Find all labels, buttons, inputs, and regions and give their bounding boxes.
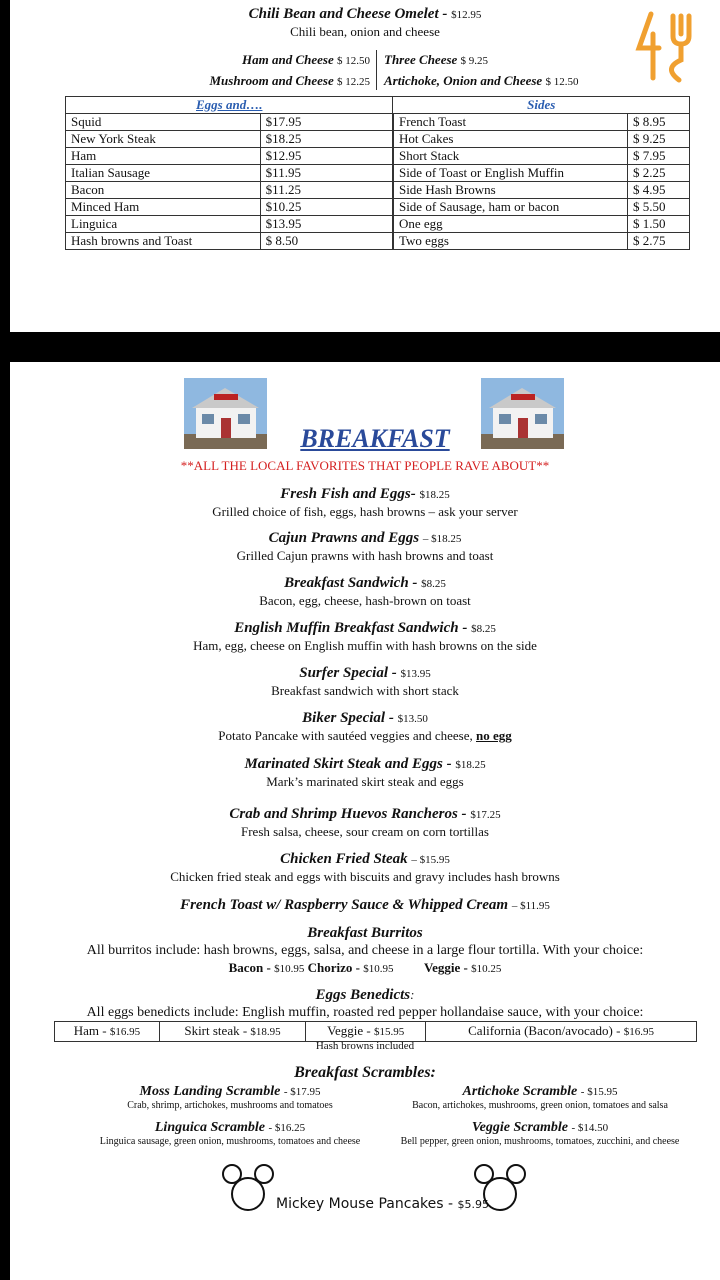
side-item-price: $ 9.25 — [628, 131, 690, 148]
side-item-name: Short Stack — [393, 148, 628, 165]
benedict-option-price: $18.95 — [250, 1026, 281, 1038]
scramble-name: Moss Landing Scramble — [139, 1084, 281, 1099]
menu-item-title — [0, 620, 720, 637]
menu-item-name: Marinated Skirt Steak and Eggs - — [244, 756, 452, 772]
burrito-option-price: $10.95 — [274, 963, 305, 975]
menu-item-price: $8.25 — [421, 578, 446, 590]
side-item-name: Two eggs — [393, 233, 628, 250]
burrito-option-price: $10.95 — [363, 963, 394, 975]
eggs-item-name: Italian Sausage — [66, 165, 261, 182]
omelet-artichoke-onion-cheese — [384, 73, 578, 89]
menu-item-desc: Grilled Cajun prawns with hash browns and toast — [236, 548, 494, 563]
menu-item-title — [0, 665, 720, 682]
menu-item-desc: Fresh salsa, cheese, sour cream on corn tortillas — [240, 824, 489, 839]
omelet-option-price: $ 12.50 — [545, 76, 579, 88]
benedicts-note: Hash browns included — [315, 1040, 415, 1052]
eggs-item-price: $11.25 — [260, 182, 393, 199]
mickey-mouse-icon — [222, 1162, 274, 1214]
side-item-price: $ 1.50 — [628, 216, 690, 233]
omelet-price: $12.95 — [451, 9, 482, 21]
benedict-option — [306, 1022, 426, 1042]
menu-item-title — [0, 530, 720, 547]
menu-item-name: Crab and Shrimp Huevos Rancheros - — [229, 806, 467, 822]
scramble-price: - $14.50 — [571, 1122, 609, 1134]
benedict-option — [55, 1022, 160, 1042]
menu-item-title — [0, 575, 720, 592]
eggs-item-name: Minced Ham — [66, 199, 261, 216]
breakfast-tagline: **ALL THE LOCAL FAVORITES THAT PEOPLE RAVE ABOUT** — [180, 458, 550, 473]
menu-item-price: – $15.95 — [411, 854, 450, 866]
omelet-option-price: $ 12.50 — [337, 55, 370, 67]
omelet-item-title — [0, 6, 720, 23]
benedict-option-name: California (Bacon/avocado) - — [468, 1023, 621, 1038]
menu-item-price: – $11.95 — [511, 900, 550, 912]
side-item-price: $ 7.95 — [628, 148, 690, 165]
breakfast-title: BREAKFAST — [300, 424, 450, 453]
table-row — [66, 199, 690, 216]
menu-item-name: French Toast w/ Raspberry Sauce & Whipped Cream — [180, 897, 509, 913]
omelet-option-name: Ham and Cheese — [242, 52, 334, 67]
side-item-name: Side of Sausage, ham or bacon — [393, 199, 628, 216]
menu-item-desc: Potato Pancake with sautéed veggies and cheese, — [218, 728, 473, 743]
menu-item-title — [0, 897, 720, 914]
mickey-pancakes-name: Mickey Mouse Pancakes - — [276, 1196, 454, 1212]
mickey-pancakes-price: $5.95 — [457, 1198, 490, 1211]
burritos-title: Breakfast Burritos — [307, 925, 423, 941]
menu-item-price: $18.25 — [455, 759, 486, 771]
menu-item-name: Biker Special - — [302, 710, 394, 726]
eggs-item-price: $18.25 — [260, 131, 393, 148]
benedict-option-name: Skirt steak - — [184, 1023, 248, 1038]
side-item-price: $ 8.95 — [628, 114, 690, 131]
benedict-option — [426, 1022, 697, 1042]
benedicts-desc: All eggs benedicts include: English muffin, roasted red pepper hollandaise sauce, with your choice: — [86, 1005, 644, 1020]
table-row — [66, 114, 690, 131]
omelet-option-price: $ 12.25 — [337, 76, 370, 88]
eggs-item-price: $ 8.50 — [260, 233, 393, 250]
side-item-name: Side Hash Browns — [393, 182, 628, 199]
no-egg-note: no egg — [476, 728, 512, 743]
omelet-three-cheese — [384, 52, 488, 68]
burrito-option-name: Bacon - — [228, 960, 271, 975]
menu-item-name: Fresh Fish and Eggs- — [280, 486, 416, 502]
benedicts-title: Eggs Benedicts — [315, 987, 411, 1003]
benedict-option-price: $16.95 — [623, 1026, 654, 1038]
menu-item-desc: Mark’s marinated skirt steak and eggs — [266, 774, 464, 789]
eggs-item-price: $11.95 — [260, 165, 393, 182]
side-item-name: Hot Cakes — [393, 131, 628, 148]
omelet-option-name: Three Cheese — [384, 52, 458, 67]
menu-item-name: Surfer Special - — [299, 665, 397, 681]
table-row — [66, 131, 690, 148]
menu-item-desc: Chicken fried steak and eggs with biscuits and gravy includes hash browns — [170, 869, 560, 884]
side-item-price: $ 4.95 — [628, 182, 690, 199]
benedicts-title-wrap — [0, 987, 720, 1004]
scrambles-title: Breakfast Scrambles: — [294, 1064, 436, 1081]
table-row — [66, 216, 690, 233]
scramble-desc: Bacon, artichokes, mushrooms, green onion, tomatoes and salsa — [412, 1100, 668, 1111]
eggs-item-price: $10.25 — [260, 199, 393, 216]
eggs-item-name: Bacon — [66, 182, 261, 199]
scramble-name: Artichoke Scramble — [462, 1084, 578, 1099]
menu-item-name: Chicken Fried Steak — [280, 851, 408, 867]
menu-item-title — [0, 486, 720, 503]
menu-item-title — [0, 806, 720, 823]
restaurant-logo-icon — [633, 8, 697, 88]
scramble-item — [355, 1084, 720, 1111]
menu-item-price: $18.25 — [419, 489, 450, 501]
side-item-name: French Toast — [393, 114, 628, 131]
eggs-and-header: Eggs and…. — [66, 97, 393, 114]
omelet-option-name: Mushroom and Cheese — [209, 73, 334, 88]
benedict-option-name: Veggie - — [327, 1023, 371, 1038]
menu-item-price: $8.25 — [471, 623, 496, 635]
benedict-option — [159, 1022, 305, 1042]
scramble-name: Veggie Scramble — [471, 1120, 568, 1135]
eggs-item-name: New York Steak — [66, 131, 261, 148]
burrito-option-name: Veggie - — [423, 960, 468, 975]
omelet-description: Chili bean, onion and cheese — [290, 24, 440, 39]
eggs-item-name: Linguica — [66, 216, 261, 233]
menu-item-desc-wrap — [0, 728, 720, 744]
menu-item-desc: Bacon, egg, cheese, hash-brown on toast — [259, 593, 471, 608]
eggs-item-price: $17.95 — [260, 114, 393, 131]
menu-item-title — [0, 756, 720, 773]
scramble-price: - $17.95 — [283, 1086, 321, 1098]
table-row — [66, 233, 690, 250]
menu-item-title — [0, 851, 720, 868]
eggs-item-price: $12.95 — [260, 148, 393, 165]
scramble-desc: Linguica sausage, green onion, mushrooms, tomatoes and cheese — [99, 1136, 361, 1147]
side-item-price: $ 5.50 — [628, 199, 690, 216]
scramble-desc: Crab, shrimp, artichokes, mushrooms and tomatoes — [127, 1100, 333, 1111]
scramble-item — [355, 1120, 720, 1147]
omelet-mushroom-cheese — [210, 73, 371, 89]
side-item-price: $ 2.25 — [628, 165, 690, 182]
benedict-option-name: Ham - — [73, 1023, 107, 1038]
benedicts-title-suffix: : — [410, 987, 415, 1002]
menu-item-desc: Ham, egg, cheese on English muffin with hash browns on the side — [193, 638, 537, 653]
eggs-and-sides-table — [65, 96, 690, 250]
table-row — [66, 182, 690, 199]
burrito-option-price: $10.25 — [471, 963, 502, 975]
scramble-price: - $16.25 — [268, 1122, 306, 1134]
benedict-option-price: $15.95 — [374, 1026, 405, 1038]
side-item-name: One egg — [393, 216, 628, 233]
menu-item-desc: Breakfast sandwich with short stack — [271, 683, 459, 698]
mickey-pancakes — [276, 1196, 489, 1212]
scramble-name: Linguica Scramble — [154, 1120, 265, 1135]
omelet-option-price: $ 9.25 — [460, 55, 489, 67]
scramble-desc: Bell pepper, green onion, mushrooms, tomatoes, zucchini, and cheese — [400, 1136, 680, 1147]
scramble-price: - $15.95 — [580, 1086, 618, 1098]
eggs-item-name: Squid — [66, 114, 261, 131]
menu-item-name: Breakfast Sandwich - — [284, 575, 418, 591]
benedicts-options-table — [54, 1021, 697, 1042]
eggs-item-price: $13.95 — [260, 216, 393, 233]
omelet-ham-cheese — [242, 52, 370, 68]
benedict-option-price: $16.95 — [109, 1026, 141, 1038]
table-row — [66, 165, 690, 182]
table-row — [55, 1022, 697, 1042]
menu-item-title — [0, 710, 720, 727]
table-header-row — [66, 97, 690, 114]
menu-item-name: English Muffin Breakfast Sandwich - — [234, 620, 468, 636]
menu-item-name: Cajun Prawns and Eggs — [268, 530, 420, 546]
menu-item-price: $13.95 — [400, 668, 431, 680]
menu-item-price: $13.50 — [397, 713, 428, 725]
burritos-desc: All burritos include: hash browns, eggs, salsa, and cheese in a large flour tortilla. With your choice: — [86, 943, 644, 958]
eggs-item-name: Ham — [66, 148, 261, 165]
side-item-name: Side of Toast or English Muffin — [393, 165, 628, 182]
omelet-name: Chili Bean and Cheese Omelet - — [248, 6, 448, 22]
table-row — [66, 148, 690, 165]
menu-item-price: $17.25 — [470, 809, 501, 821]
side-item-price: $ 2.75 — [628, 233, 690, 250]
burritos-options — [0, 960, 720, 976]
burrito-option-name: Chorizo - — [307, 960, 360, 975]
omelet-divider — [376, 50, 377, 90]
menu-item-desc: Grilled choice of fish, eggs, hash browns – ask your server — [212, 504, 518, 519]
menu-item-price: – $18.25 — [422, 533, 462, 545]
omelet-option-name: Artichoke, Onion and Cheese — [384, 73, 543, 88]
sides-header: Sides — [393, 97, 690, 114]
eggs-item-name: Hash browns and Toast — [66, 233, 261, 250]
